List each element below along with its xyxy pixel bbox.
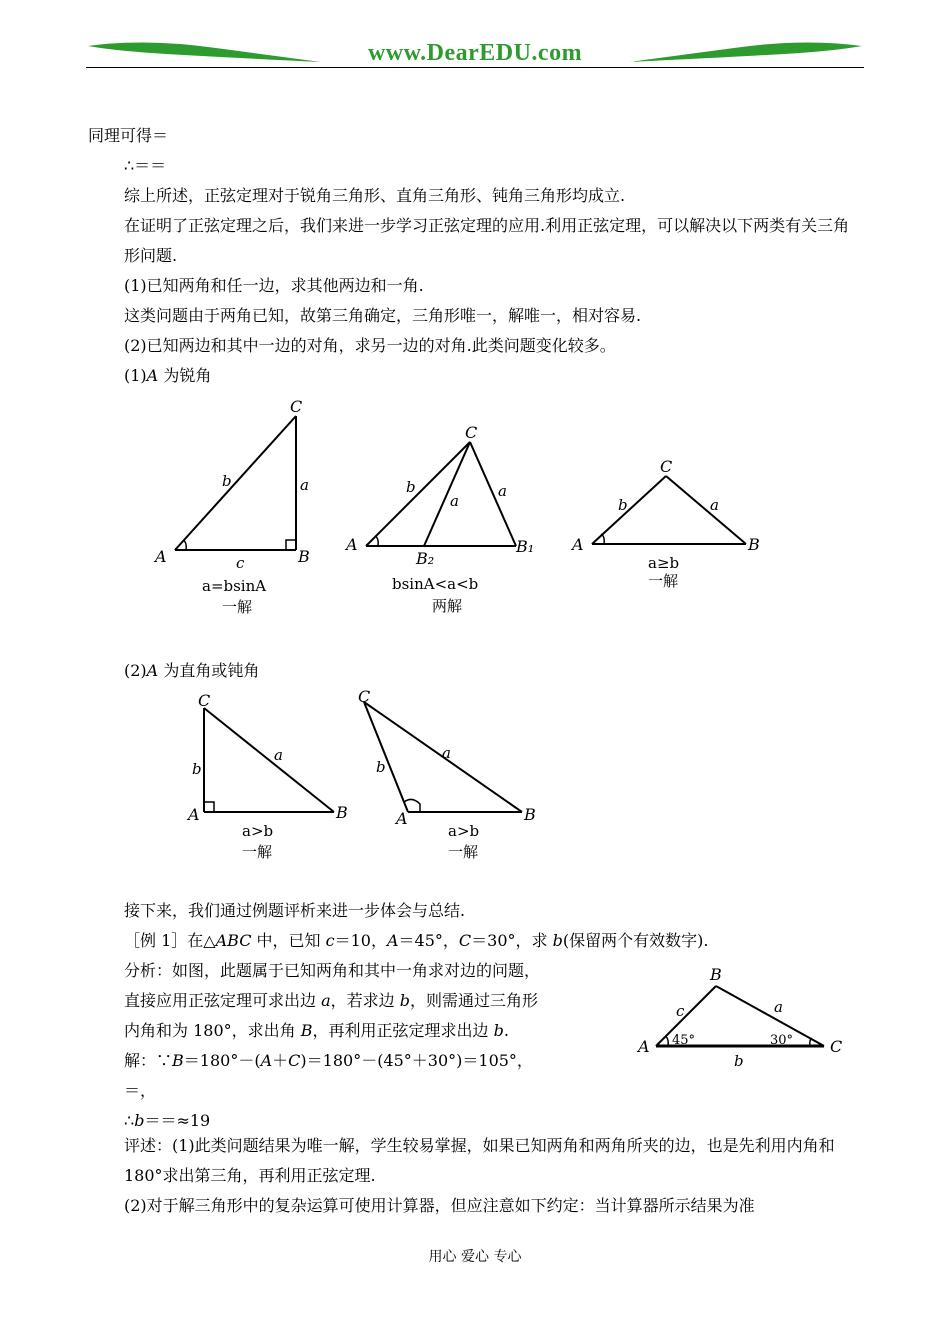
label-b: b	[222, 472, 232, 490]
label-b: b	[406, 478, 416, 496]
text-var: a	[321, 991, 331, 1010]
text: (2)	[124, 661, 147, 680]
figure-example-triangle	[634, 960, 854, 1070]
figure-acute-two-solutions	[340, 422, 550, 622]
text: ∴	[124, 1111, 135, 1130]
side-a-long	[470, 442, 516, 546]
side-b	[592, 476, 666, 544]
result: 一解	[448, 843, 479, 861]
condition: a>b	[242, 822, 274, 840]
label-c: c	[676, 1002, 685, 1020]
case2-heading	[124, 661, 259, 681]
right-angle-mark	[204, 802, 214, 812]
label-C: C	[660, 457, 673, 476]
label-b: b	[376, 758, 386, 776]
label-A: A	[188, 805, 200, 824]
text-var: C	[288, 1051, 301, 1070]
text-var: A	[386, 931, 399, 950]
text-line	[124, 1051, 533, 1071]
right-angle-mark	[286, 540, 296, 550]
paragraph	[88, 211, 863, 271]
text-var: A	[260, 1051, 273, 1070]
figure-acute-one-solution	[150, 392, 320, 622]
result: 一解	[648, 572, 679, 590]
label-C: C	[830, 1037, 843, 1056]
text-var: ABC	[215, 931, 252, 950]
label-B: B	[298, 547, 310, 566]
text-var: A	[146, 366, 159, 385]
condition: a≥b	[648, 554, 680, 572]
page-footer: 用心 爱心 专心	[428, 1249, 522, 1265]
label-a: a	[442, 744, 451, 762]
side-b	[175, 416, 296, 550]
label-a: a	[710, 496, 719, 514]
label-B2: B₂	[416, 549, 435, 568]
label-a: a	[274, 746, 283, 764]
result: 一解	[242, 843, 273, 861]
text: .	[503, 1021, 509, 1040]
text-var: B	[172, 1051, 184, 1070]
label-C: C	[465, 423, 478, 442]
text-line: (1)已知两角和任一边，求其他两边和一角.	[124, 276, 424, 295]
label-C: C	[290, 397, 303, 416]
angle-C-value: 30°	[770, 1033, 794, 1048]
text: ，再利用正弦定理求出边	[312, 1021, 494, 1040]
text: ＝180°－(	[183, 1051, 261, 1070]
condition: bsinA<a<b	[392, 575, 479, 593]
text-line	[124, 1111, 210, 1131]
label-a-outer: a	[498, 482, 507, 500]
text: 为直角或钝角	[158, 661, 260, 680]
figure-obtuse-angle	[350, 690, 550, 865]
angle-A-value: 45°	[672, 1033, 696, 1048]
label-B: B	[524, 805, 536, 824]
label-c: c	[236, 554, 245, 572]
text: ，则需通过三角形	[409, 991, 538, 1010]
text-line: 这类问题由于两角已知，故第三角确定，三角形唯一，解唯一，相对容易.	[124, 306, 642, 325]
figure-acute-a-ge-b	[566, 452, 776, 592]
text-line	[124, 1021, 509, 1041]
label-A: A	[396, 809, 408, 828]
label-b: b	[192, 760, 202, 778]
text-line	[124, 991, 538, 1011]
paragraph-text: 在证明了正弦定理之后，我们来进一步学习正弦定理的应用.利用正弦定理，可以解决以下两类有关三角形问题.	[124, 216, 850, 265]
text: 为锐角	[158, 366, 212, 385]
case1-heading	[124, 366, 211, 386]
label-B: B	[336, 803, 348, 822]
text-line: 分析：如图，此题属于已知两角和其中一角求对边的问题，	[124, 961, 541, 980]
side-a-short	[424, 442, 470, 546]
paragraph	[88, 1131, 863, 1191]
text-line: ∴＝＝	[124, 156, 167, 175]
text-line: 综上所述，正弦定理对于锐角三角形、直角三角形、钝角三角形均成立.	[124, 186, 626, 205]
text-var: b	[493, 1021, 504, 1040]
result: 一解	[222, 598, 253, 616]
text: 直接应用正弦定理可求出边	[124, 991, 322, 1010]
text: ，若求边	[330, 991, 400, 1010]
label-A: A	[638, 1037, 650, 1056]
label-a: a	[300, 476, 309, 494]
label-A: A	[572, 535, 584, 554]
label-b: b	[734, 1052, 744, 1070]
text-line: 接下来，我们通过例题评析来进一步体会与总结.	[124, 901, 466, 920]
side-a	[666, 476, 746, 544]
condition: a=bsinA	[202, 577, 267, 595]
label-C: C	[198, 691, 211, 710]
label-a: a	[774, 998, 783, 1016]
text: 解：∵	[124, 1051, 173, 1070]
text-line: (2)已知两边和其中一边的对角，求另一边的对角.此类问题变化较多。	[124, 336, 616, 355]
text: ［例 1］在△	[124, 931, 216, 950]
text: 中，已知	[251, 931, 326, 950]
text-var: B	[300, 1021, 313, 1040]
text: ＝45°，	[398, 931, 459, 950]
text-var: A	[146, 661, 159, 680]
text-var: c	[325, 931, 335, 950]
result: 两解	[432, 597, 463, 615]
label-B: B	[748, 535, 760, 554]
text-var: b	[399, 991, 410, 1010]
text: (保留两个有效数字).	[562, 931, 709, 950]
label-A: A	[346, 535, 358, 554]
condition: a>b	[448, 822, 480, 840]
label-C: C	[358, 690, 371, 706]
header-rule	[86, 67, 864, 68]
site-name: www.DearEDU.com	[367, 40, 583, 66]
text-var: b	[134, 1111, 145, 1130]
label-a-inner: a	[450, 492, 459, 510]
text: ＋	[272, 1051, 289, 1070]
label-A: A	[155, 547, 167, 566]
text: 内角和为 180°，求出角	[124, 1021, 301, 1040]
text-var: C	[458, 931, 472, 950]
text: ＝10，	[334, 931, 387, 950]
paragraph-text: 评述：(1)此类问题结果为唯一解，学生较易掌握，如果已知两角和两角所夹的边，也是先利用内角和 180°求出第三角，再利用正弦定理.	[124, 1136, 835, 1185]
text-line: (2)对于解三角形中的复杂运算可使用计算器，但应注意如下约定：当计算器所示结果为准	[124, 1196, 755, 1215]
text-line: ＝，	[124, 1081, 157, 1100]
text-line: 同理可得＝	[88, 126, 169, 145]
text-var: b	[552, 931, 563, 950]
text: ＝＝≈19	[144, 1111, 211, 1130]
side-a	[204, 708, 334, 812]
example-heading	[124, 931, 708, 951]
text: ＝30°，求	[471, 931, 553, 950]
figure-right-angle	[180, 690, 360, 865]
label-b: b	[618, 496, 628, 514]
text: )＝180°－(45°＋30°)＝105°，	[300, 1051, 533, 1070]
text: (1)	[124, 366, 147, 385]
label-B1: B₁	[516, 537, 535, 556]
label-B: B	[710, 965, 722, 984]
